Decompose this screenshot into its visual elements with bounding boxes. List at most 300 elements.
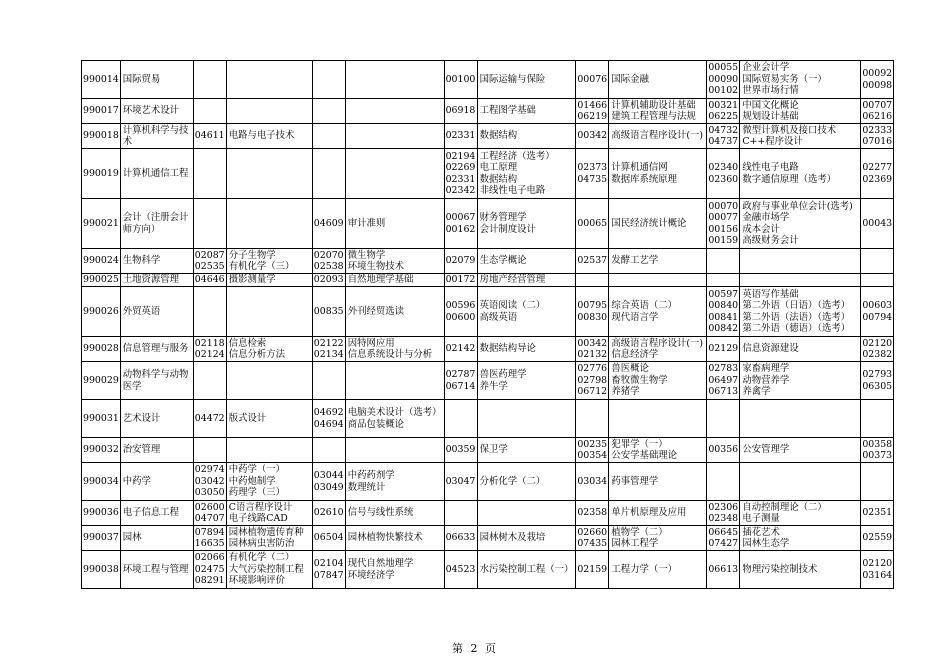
cell-line: 00092 <box>862 68 893 80</box>
course-name-cell <box>609 438 707 463</box>
cell-line: 信息分析方法 <box>228 349 286 360</box>
course-code-cell <box>312 287 345 337</box>
cell-line: 00354 <box>577 450 608 461</box>
cell-line: 04692 <box>313 407 344 419</box>
course-code-cell <box>707 99 740 124</box>
cell-line: 工程图学基础 <box>479 105 536 117</box>
major-name-cell: 动物科学与动物医学 <box>120 362 193 400</box>
course-code-cell <box>193 274 226 287</box>
cell-line: 06305 <box>862 380 893 392</box>
course-code-cell <box>444 551 477 589</box>
cell-line: 07427 <box>708 538 739 549</box>
cell-line: 数据结构导论 <box>479 343 536 355</box>
cell-line: 环境经济学 <box>347 569 395 581</box>
cell-line: 物理污染控制技术 <box>742 563 818 575</box>
cell-line: 00342 <box>577 337 608 349</box>
course-code-cell <box>576 501 609 526</box>
course-name-cell <box>740 124 861 149</box>
course-code-cell <box>707 551 740 589</box>
course-code-cell <box>444 199 477 249</box>
cell-line: 06497 <box>708 374 739 386</box>
cell-line: C语言程序设计 <box>228 501 293 513</box>
course-code-cell <box>861 526 894 551</box>
cell-line: 07894 <box>194 526 225 538</box>
cell-line: 会计制度设计 <box>479 223 536 235</box>
major-name-cell: 电子信息工程 <box>120 501 193 526</box>
course-name-cell <box>609 199 707 249</box>
cell-line: 06613 <box>708 563 739 575</box>
cell-line: 04611 <box>194 130 225 142</box>
major-code-cell: 990031 <box>82 400 121 438</box>
cell-line: 第二外语（法语）（选考） <box>742 311 851 323</box>
course-name-cell <box>226 149 312 199</box>
cell-line: 03049 <box>313 481 344 493</box>
course-code-cell <box>707 400 740 438</box>
course-name-cell <box>477 124 576 149</box>
course-name-cell <box>477 287 576 337</box>
cell-line: 00835 <box>313 305 344 317</box>
cell-line: 02079 <box>445 255 476 267</box>
cell-line: 00707 <box>862 99 893 111</box>
course-code-cell <box>707 199 740 249</box>
cell-line: 大气污染控制工程 <box>228 563 304 575</box>
major-code-cell: 990024 <box>82 249 121 274</box>
cell-line: 公安管理学 <box>742 444 790 456</box>
course-name-cell <box>609 526 707 551</box>
course-table <box>81 60 894 589</box>
cell-line: 02358 <box>577 507 608 519</box>
cell-line: 成本会计 <box>742 223 780 235</box>
cell-line: 04737 <box>708 136 739 147</box>
cell-line: 00358 <box>862 438 893 450</box>
course-code-cell <box>576 61 609 99</box>
cell-line: 中药药剂学 <box>347 470 395 482</box>
course-code-cell <box>707 249 740 274</box>
course-name-cell <box>345 438 444 463</box>
course-code-cell <box>576 400 609 438</box>
course-code-cell <box>312 274 345 287</box>
cell-line: 00156 <box>708 223 739 235</box>
cell-line: 分子生物学 <box>228 249 276 261</box>
course-code-cell <box>193 438 226 463</box>
cell-line: 02120 <box>862 558 893 570</box>
cell-line: 规划设计基础 <box>742 111 799 122</box>
course-code-cell <box>312 149 345 199</box>
course-code-cell <box>861 274 894 287</box>
course-name-cell <box>740 99 861 124</box>
cell-line: 02093 <box>313 274 344 286</box>
cell-line: 电路与电子技术 <box>228 130 295 142</box>
cell-line: 计算机辅助设计基础 <box>611 99 696 111</box>
course-name-cell <box>609 99 707 124</box>
cell-line: 00356 <box>708 444 739 456</box>
cell-line: 植物学（二） <box>611 526 668 538</box>
course-code-cell <box>707 438 740 463</box>
course-name-cell <box>345 274 444 287</box>
course-code-cell <box>312 249 345 274</box>
course-code-cell <box>312 551 345 589</box>
course-code-cell <box>193 99 226 124</box>
cell-line: C++程序设计 <box>742 136 803 147</box>
major-name-cell: 土地资源管理 <box>120 274 193 287</box>
course-code-cell <box>576 274 609 287</box>
course-name-cell <box>226 249 312 274</box>
course-name-cell <box>740 362 861 400</box>
course-code-cell <box>576 362 609 400</box>
cell-line: 第二外语（德语）（选考） <box>742 322 851 334</box>
course-name-cell <box>477 551 576 589</box>
cell-line: 02269 <box>445 162 476 174</box>
cell-line: 审计准则 <box>347 217 386 229</box>
cell-line: 微型计算机及接口技术 <box>742 124 837 136</box>
cell-line: 04646 <box>194 274 225 286</box>
cell-line: 现代自然地理学 <box>347 558 414 570</box>
cell-line: 02331 <box>445 130 476 142</box>
course-name-cell <box>477 249 576 274</box>
course-code-cell <box>576 124 609 149</box>
cell-line: 02331 <box>445 173 476 185</box>
cell-line: 动物营养学 <box>742 374 790 386</box>
cell-line: 00067 <box>445 212 476 224</box>
course-name-cell <box>609 124 707 149</box>
course-name-cell <box>477 99 576 124</box>
cell-line: 04694 <box>313 418 344 430</box>
course-name-cell <box>477 400 576 438</box>
table-row <box>82 199 894 249</box>
course-name-cell <box>226 551 312 589</box>
cell-line: 有机化学（三） <box>228 261 295 272</box>
cell-line: 信息经济学 <box>611 349 659 360</box>
major-name-cell: 园林 <box>120 526 193 551</box>
cell-line: 电子测量 <box>742 513 780 524</box>
cell-line: 高级英语 <box>479 311 518 323</box>
cell-line: 商品包装概论 <box>347 418 405 430</box>
cell-line: 00359 <box>445 444 476 456</box>
cell-line: 02124 <box>194 349 225 360</box>
cell-line: 英语阅读（二） <box>479 300 546 312</box>
table-row <box>82 526 894 551</box>
cell-line: 02333 <box>862 124 893 136</box>
cell-line: 数理统计 <box>347 481 386 493</box>
cell-line: 02306 <box>708 501 739 513</box>
cell-line: 02535 <box>194 261 225 272</box>
course-name-cell <box>345 400 444 438</box>
course-name-cell <box>740 149 861 199</box>
cell-line: 03164 <box>862 569 893 581</box>
course-code-cell <box>312 61 345 99</box>
course-code-cell <box>444 61 477 99</box>
course-code-cell <box>193 199 226 249</box>
cell-line: 00373 <box>862 450 893 461</box>
cell-line: 00342 <box>577 130 608 142</box>
cell-line: 06633 <box>445 532 476 544</box>
cell-line: 版式设计 <box>228 412 267 424</box>
cell-line: 00841 <box>708 311 739 323</box>
major-code-cell: 990019 <box>82 149 121 199</box>
table-body <box>82 61 894 589</box>
cell-line: 信息系统设计与分析 <box>347 349 433 360</box>
course-code-cell <box>861 337 894 362</box>
course-name-cell <box>609 287 707 337</box>
cell-line: 02122 <box>313 337 344 349</box>
cell-line: 环境生物技术 <box>347 261 405 272</box>
cell-line: 园林病虫害防治 <box>228 538 295 549</box>
course-code-cell <box>707 337 740 362</box>
cell-line: 00055 <box>708 62 739 74</box>
cell-line: 自然地理学基础 <box>347 274 414 286</box>
cell-line: 环境影响评价 <box>228 575 286 587</box>
course-code-cell <box>707 501 740 526</box>
course-name-cell <box>226 526 312 551</box>
cell-line: 园林植物快繁技术 <box>347 532 423 544</box>
cell-line: 兽医药理学 <box>479 369 527 381</box>
table-row <box>82 249 894 274</box>
course-name-cell <box>345 99 444 124</box>
cell-line: 03050 <box>194 487 225 499</box>
course-code-cell <box>193 400 226 438</box>
cell-line: 线性电子电路 <box>742 162 799 174</box>
cell-line: 03044 <box>313 470 344 482</box>
course-name-cell <box>609 362 707 400</box>
cell-line: 02610 <box>313 507 344 519</box>
course-name-cell <box>740 400 861 438</box>
cell-line: 工程力学（一） <box>611 563 677 575</box>
cell-line: 00794 <box>862 311 893 323</box>
cell-line: 国际贸易实务（一） <box>742 73 827 85</box>
course-code-cell <box>861 199 894 249</box>
course-name-cell <box>740 199 861 249</box>
cell-line: 因特网应用 <box>347 337 395 349</box>
cell-line: 微生物学 <box>347 249 386 261</box>
cell-line: 00098 <box>862 79 893 91</box>
course-code-cell <box>312 199 345 249</box>
course-code-cell <box>193 463 226 501</box>
cell-line: 04707 <box>194 513 225 524</box>
course-code-cell <box>576 249 609 274</box>
cell-line: 有机化学（二） <box>228 552 295 564</box>
course-name-cell <box>226 400 312 438</box>
major-name-cell: 治安管理 <box>120 438 193 463</box>
course-code-cell <box>444 249 477 274</box>
cell-line: 国民经济统计概论 <box>611 217 687 229</box>
cell-line: 00172 <box>445 274 476 286</box>
cell-line: 16635 <box>194 538 225 549</box>
major-code-cell: 990034 <box>82 463 121 501</box>
course-name-cell <box>345 199 444 249</box>
course-code-cell <box>861 149 894 199</box>
course-code-cell <box>444 501 477 526</box>
cell-line: 00070 <box>708 200 739 212</box>
course-code-cell <box>193 501 226 526</box>
course-name-cell <box>740 551 861 589</box>
cell-line: 06645 <box>708 526 739 538</box>
cell-line: 08291 <box>194 575 225 587</box>
course-name-cell <box>345 362 444 400</box>
course-code-cell <box>576 526 609 551</box>
cell-line: 药事管理学 <box>611 475 659 487</box>
course-name-cell <box>609 463 707 501</box>
cell-line: 园林工程学 <box>611 538 659 549</box>
course-name-cell <box>740 526 861 551</box>
cell-line: 信号与线性系统 <box>347 507 414 519</box>
course-name-cell <box>609 551 707 589</box>
cell-line: 00102 <box>708 85 739 97</box>
cell-line: 02783 <box>708 363 739 375</box>
cell-line: 02132 <box>577 349 608 360</box>
course-code-cell <box>576 149 609 199</box>
course-name-cell <box>226 438 312 463</box>
course-name-cell <box>609 501 707 526</box>
course-code-cell <box>576 551 609 589</box>
cell-line: 房地产经营管理 <box>479 274 546 286</box>
cell-line: 02537 <box>577 255 608 267</box>
major-name-cell: 环境工程与管理 <box>120 551 193 589</box>
cell-line: 00597 <box>708 288 739 300</box>
major-code-cell: 990036 <box>82 501 121 526</box>
cell-line: 政府与事业单位会计(选考) <box>742 200 853 212</box>
major-name-cell: 信息管理与服务 <box>120 337 193 362</box>
course-code-cell <box>312 438 345 463</box>
course-name-cell <box>345 124 444 149</box>
cell-line: 英语写作基础 <box>742 288 799 300</box>
cell-line: 06918 <box>445 105 476 117</box>
course-code-cell <box>576 287 609 337</box>
course-code-cell <box>576 99 609 124</box>
cell-line: 园林生态学 <box>742 538 790 549</box>
cell-line: 02120 <box>862 337 893 349</box>
cell-line: 02793 <box>862 369 893 381</box>
cell-line: 02369 <box>862 173 893 185</box>
cell-line: 插花艺术 <box>742 526 780 538</box>
major-name-cell: 中药学 <box>120 463 193 501</box>
course-code-cell <box>312 124 345 149</box>
page-number: 第 2 页 <box>452 642 498 655</box>
major-code-cell: 990028 <box>82 337 121 362</box>
cell-line: 06504 <box>313 532 344 544</box>
cell-line: 00795 <box>577 300 608 312</box>
course-code-cell <box>193 337 226 362</box>
course-code-cell <box>576 337 609 362</box>
course-code-cell <box>861 99 894 124</box>
cell-line: 04523 <box>445 563 476 575</box>
cell-line: 养猪学 <box>611 386 640 398</box>
cell-line: 02373 <box>577 162 608 174</box>
cell-line: 中药炮制学 <box>228 475 276 487</box>
cell-line: 财务管理学 <box>479 212 527 224</box>
table-row <box>82 274 894 287</box>
table-row <box>82 61 894 99</box>
table-row <box>82 501 894 526</box>
course-code-cell <box>576 199 609 249</box>
course-name-cell <box>609 61 707 99</box>
course-code-cell <box>707 463 740 501</box>
cell-line: 02351 <box>862 507 893 519</box>
major-name-cell: 国际贸易 <box>120 61 193 99</box>
cell-line: 家畜病理学 <box>742 363 790 375</box>
table-row <box>82 337 894 362</box>
course-code-cell <box>707 149 740 199</box>
cell-line: 02070 <box>313 249 344 261</box>
cell-line: 摄影测量学 <box>228 274 276 286</box>
course-code-cell <box>707 61 740 99</box>
cell-line: 发酵工艺学 <box>611 255 659 267</box>
course-code-cell <box>193 61 226 99</box>
course-name-cell <box>226 337 312 362</box>
cell-line: 02538 <box>313 261 344 272</box>
course-code-cell <box>861 249 894 274</box>
cell-line: 数字通信原理（选考） <box>742 173 837 185</box>
cell-line: 00603 <box>862 300 893 312</box>
cell-line: 电脑美术设计（选考） <box>347 407 442 419</box>
cell-line: 中国文化概论 <box>742 99 799 111</box>
course-name-cell <box>477 199 576 249</box>
course-code-cell <box>861 438 894 463</box>
major-name-cell: 会计（注册会计师方向） <box>120 199 193 249</box>
table-row <box>82 551 894 589</box>
cell-line: 计算机通信网 <box>611 162 668 174</box>
course-name-cell <box>477 463 576 501</box>
course-name-cell <box>345 337 444 362</box>
course-name-cell <box>345 149 444 199</box>
cell-line: 06712 <box>577 386 608 398</box>
cell-line: 02342 <box>445 184 476 196</box>
cell-line: 00076 <box>577 73 608 85</box>
course-code-cell <box>444 274 477 287</box>
cell-line: 02798 <box>577 374 608 386</box>
course-code-cell <box>707 526 740 551</box>
cell-line: 畜牧微生物学 <box>611 374 668 386</box>
major-code-cell: 990014 <box>82 61 121 99</box>
cell-line: 03042 <box>194 475 225 487</box>
course-name-cell <box>477 362 576 400</box>
cell-line: 03034 <box>577 475 608 487</box>
major-name-cell: 艺术设计 <box>120 400 193 438</box>
cell-line: 06714 <box>445 380 476 392</box>
cell-line: 企业会计学 <box>742 62 790 74</box>
course-code-cell <box>861 362 894 400</box>
course-name-cell <box>740 287 861 337</box>
course-code-cell <box>312 362 345 400</box>
cell-line: 02348 <box>708 513 739 524</box>
course-code-cell <box>444 526 477 551</box>
cell-line: 电工原理 <box>479 162 518 174</box>
cell-line: 外刊经贸选读 <box>347 305 405 317</box>
cell-line: 信息资源建设 <box>742 343 799 355</box>
course-code-cell <box>312 501 345 526</box>
cell-line: 07016 <box>862 136 893 147</box>
cell-line: 00162 <box>445 223 476 235</box>
course-code-cell <box>707 287 740 337</box>
table-row <box>82 124 894 149</box>
cell-line: 分析化学（二） <box>479 475 546 487</box>
course-code-cell <box>444 149 477 199</box>
course-code-cell <box>193 362 226 400</box>
cell-line: 02600 <box>194 501 225 513</box>
table-row <box>82 400 894 438</box>
major-name-cell: 生物科学 <box>120 249 193 274</box>
major-code-cell: 990037 <box>82 526 121 551</box>
cell-line: 02104 <box>313 558 344 570</box>
cell-line: 国际金融 <box>611 73 649 85</box>
cell-line: 现代语言学 <box>611 311 659 323</box>
course-name-cell <box>740 61 861 99</box>
cell-line: 02776 <box>577 363 608 375</box>
course-code-cell <box>193 526 226 551</box>
cell-line: 02559 <box>862 532 893 544</box>
cell-line: 金融市场学 <box>742 212 790 224</box>
course-name-cell <box>226 99 312 124</box>
cell-line: 兽医概论 <box>611 363 649 375</box>
